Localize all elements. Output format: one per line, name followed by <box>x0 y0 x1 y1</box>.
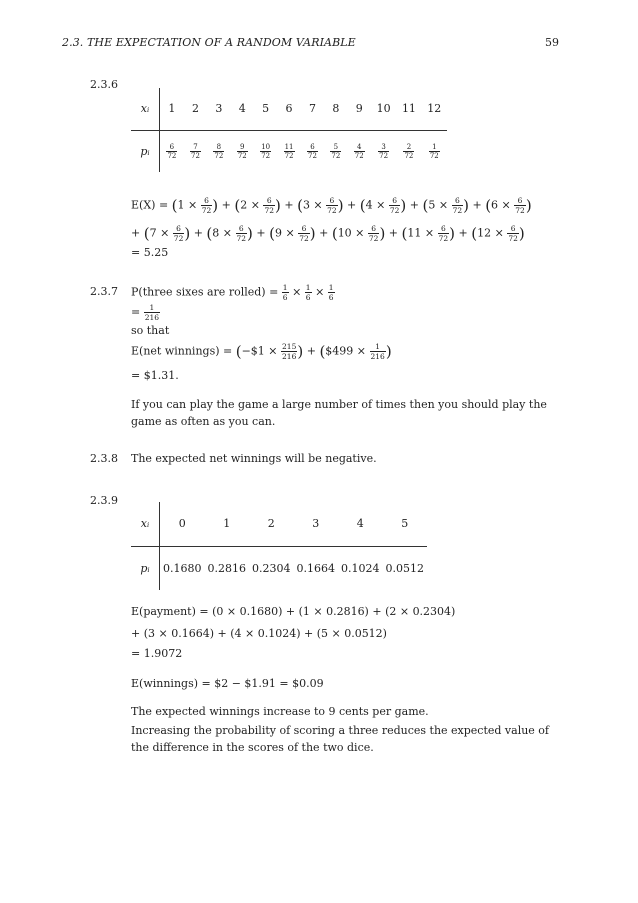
x-value-cell: 1 <box>205 502 249 546</box>
probability-lhs: P(three sixes are rolled) = <box>131 285 279 299</box>
expectation-term: (5 × $\frac{6}{72}$ ) <box>422 196 469 215</box>
x-value-cell: 6 <box>277 88 300 130</box>
x-value-cell: 12 <box>422 88 447 130</box>
x-value-cell: 7 <box>301 88 324 130</box>
fraction: $\frac{8}{72}$ <box>214 142 224 160</box>
expectation-term: (8 × $\frac{6}{72}$ ) <box>206 224 253 243</box>
payment-line-1: E(payment) = (0 × 0.1680) + (1 × 0.2816) + (2 × 0.2304) <box>131 605 456 618</box>
p-value-cell: 0.1024 <box>341 561 380 575</box>
x-value-cell: 2 <box>184 88 207 130</box>
x-value-cell: 1 <box>160 88 184 130</box>
p-value-cell <box>254 130 277 172</box>
p-value-cell <box>348 130 371 172</box>
expectation-term: (2 × $\frac{6}{72}$ ) <box>234 196 281 215</box>
x-label: xᵢ <box>131 502 160 546</box>
x-value-cell: 5 <box>254 88 277 130</box>
page-number: 59 <box>545 36 559 49</box>
distribution-table-2-3-9 <box>131 502 427 590</box>
x-value-cell: 2 <box>249 502 293 546</box>
fraction: $\frac{3}{72}$ <box>379 142 389 160</box>
fraction: $\frac{7}{72}$ <box>191 142 200 160</box>
expectation-term: (9 × $\frac{6}{72}$ ) <box>269 224 316 243</box>
fraction: $\frac{6}{72}$ <box>389 196 400 215</box>
p-value-cell <box>422 130 447 172</box>
x-value-cell: 11 <box>396 88 421 130</box>
expectation-term: (10 × $\frac{6}{72}$ ) <box>331 224 386 243</box>
section-number-2-3-6: 2.3.6 <box>90 78 118 91</box>
expectation-term: (4 × $\frac{6}{72}$ ) <box>359 196 407 215</box>
fraction: $\frac{1}{216}$ <box>144 303 160 322</box>
fraction: $\frac{6}{72}$ <box>368 224 379 243</box>
fraction: $\frac{1}{6}$ <box>282 283 288 302</box>
net-winnings-lhs: E(net winnings) = <box>131 344 233 358</box>
expectation-line-2: + (7 × $\frac{6}{72}$ ) + (8 × $\frac{6}{72}$ ) + (9 × $\frac{6}{72}$ ) + (10 × $\frac{6}{72}$ ) + (11 × $\frac{6}{72}$ ) + (12 × $\frac{6}{72}$ ) <box>131 224 525 243</box>
x-value-cell: 10 <box>371 88 396 130</box>
fraction: $\frac{1}{6}$ <box>328 283 334 302</box>
expectation-term: (6 × $\frac{6}{72}$ ) <box>485 196 532 215</box>
x-value-cell: 9 <box>348 88 371 130</box>
section-number-2-3-9: 2.3.9 <box>90 494 118 507</box>
expectation-term: (3 × $\frac{6}{72}$ ) <box>297 196 344 215</box>
p-value-cell <box>324 130 347 172</box>
net-winnings-result: = $1.31. <box>131 369 179 382</box>
fraction: $\frac{6}{72}$ <box>167 142 177 160</box>
payment-result: = 1.9072 <box>131 647 183 660</box>
p-value-cell <box>231 130 254 172</box>
p-value-cell <box>160 130 184 172</box>
fraction: $\frac{10}{72}$ <box>261 142 271 160</box>
section-number-2-3-8: 2.3.8 <box>90 452 118 465</box>
expectation-term: (1 × $\frac{6}{72}$ ) <box>171 196 219 215</box>
expectation-term: (7 × $\frac{6}{72}$ ) <box>143 224 191 243</box>
fraction: $\frac{6}{72}$ <box>508 224 518 243</box>
so-that: so that <box>131 324 170 337</box>
running-header: 2.3. THE EXPECTATION OF A RANDOM VARIABLE <box>62 36 356 49</box>
closing-remark: Increasing the probability of scoring a three reduces the expected value of the difference in the scores of the two dice. <box>131 724 549 754</box>
p-value-cell <box>301 130 324 172</box>
p-value-cell: 0.1680 <box>163 561 202 575</box>
fraction: $\frac{1}{6}$ <box>305 283 311 302</box>
p-value-cell: 0.1664 <box>296 561 336 575</box>
x-value-cell: 4 <box>231 88 254 130</box>
fraction: $\frac{6}{72}$ <box>173 224 184 243</box>
winnings-increase: The expected winnings increase to 9 cents per game. <box>131 705 429 718</box>
fraction: $\frac{6}{72}$ <box>264 196 274 215</box>
expectation-line-1: E(X) = (1 × $\frac{6}{72}$ ) + (2 × $\frac{6}{72}$ ) + (3 × $\frac{6}{72}$ ) + (4 × $\frac{6}{72}$ ) + (5 × $\frac{6}{72}$ ) + (6 × $\frac{6}{72}$ ) <box>131 196 532 215</box>
p-label: pᵢ <box>131 546 160 590</box>
fraction: $\frac{1}{72}$ <box>429 142 439 160</box>
x-value-cell: 3 <box>294 502 338 546</box>
probability-three-sixes: P(three sixes are rolled) = $\frac{1}{6}$ × $\frac{1}{6}$ × $\frac{1}{6}$ <box>131 283 334 302</box>
fraction: $\frac{4}{72}$ <box>354 142 364 160</box>
fraction: $\frac{2}{72}$ <box>404 142 414 160</box>
expectation-result: = 5.25 <box>131 246 169 259</box>
fraction: $\frac{6}{72}$ <box>299 224 309 243</box>
fraction: $\frac{1}{216}$ <box>370 342 385 361</box>
expected-negative: The expected net winnings will be negative. <box>131 452 377 465</box>
term-win: $499 <box>325 344 354 358</box>
fraction: $\frac{6}{72}$ <box>452 196 463 215</box>
fraction: $\frac{6}{72}$ <box>201 196 212 215</box>
expectation-term: (12 × $\frac{6}{72}$ ) <box>471 224 525 243</box>
fraction: $\frac{6}{72}$ <box>307 142 317 160</box>
p-value-cell: 0.0512 <box>385 561 424 575</box>
x-value-cell: 0 <box>160 502 205 546</box>
fraction: $\frac{5}{72}$ <box>331 142 341 160</box>
p-value-cell: 0.2304 <box>252 561 291 575</box>
p-label: pᵢ <box>131 130 160 172</box>
play-advice: If you can play the game a large number of times then you should play the game as often as you can. <box>131 398 547 428</box>
p-value-cell <box>396 130 421 172</box>
fraction: $\frac{6}{72}$ <box>515 196 525 215</box>
fraction: $\frac{11}{72}$ <box>284 142 294 160</box>
winnings-equation: E(winnings) = $2 − $1.91 = $0.09 <box>131 677 324 690</box>
p-value-cell <box>207 130 230 172</box>
term-lose: −$1 <box>241 344 265 358</box>
fraction: $\frac{215}{216}$ <box>282 342 297 361</box>
p-value-cell <box>184 130 207 172</box>
p-value-cell <box>371 130 396 172</box>
x-value-cell: 3 <box>207 88 230 130</box>
p-value-cell: 0.2816 <box>207 561 247 575</box>
fraction: $\frac{6}{72}$ <box>236 224 247 243</box>
section-number-2-3-7: 2.3.7 <box>90 285 118 298</box>
x-label: xᵢ <box>131 88 160 130</box>
probability-result: = $\frac{1}{216}$ <box>131 303 160 322</box>
x-value-cell: 4 <box>338 502 382 546</box>
fraction: $\frac{6}{72}$ <box>327 196 337 215</box>
x-value-cell: 8 <box>324 88 347 130</box>
fraction: $\frac{6}{72}$ <box>438 224 449 243</box>
net-winnings-equation: E(net winnings) = (−$1 × $\frac{215}{216}$ ) + ($499 × $\frac{1}{216}$ ) <box>131 342 392 361</box>
expectation-lhs: E(X) = <box>131 198 169 212</box>
fraction: $\frac{9}{72}$ <box>237 142 247 160</box>
x-value-cell: 5 <box>383 502 428 546</box>
payment-line-2: + (3 × 0.1664) + (4 × 0.1024) + (5 × 0.0512) <box>131 627 387 640</box>
p-value-cell <box>277 130 300 172</box>
distribution-table-2-3-6 <box>131 88 447 172</box>
expectation-term: (11 × $\frac{6}{72}$ ) <box>401 224 456 243</box>
